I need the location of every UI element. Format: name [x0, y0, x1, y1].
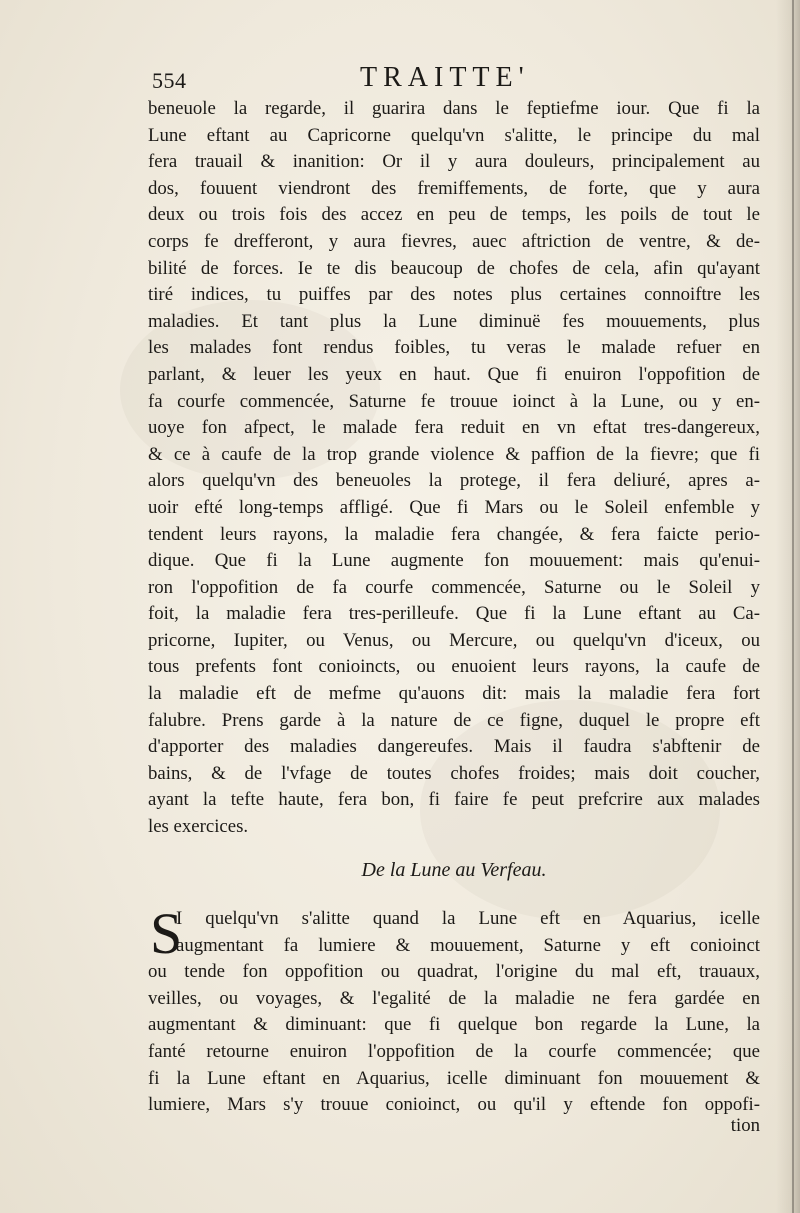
- text-line: tendent leurs rayons, la maladie fera changée, & fera faicte perio-: [148, 523, 760, 545]
- text-line: ou tende fon oppofition ou quadrat, l'origine du mal eft, trauaux,: [148, 961, 760, 983]
- page-edge: [792, 0, 794, 1213]
- text-line: & ce à caufe de la trop grande violence & paffion de la fievre; que fi: [148, 443, 760, 465]
- text-line: fa courfe commencée, Saturne fe trouue ioinct à la Lune, ou y en-: [148, 390, 760, 412]
- text-line: maladies. Et tant plus la Lune diminuë fes mouuements, plus: [148, 310, 760, 332]
- text-line: dique. Que fi la Lune augmente fon mouuement: mais qu'enui-: [148, 550, 760, 572]
- text-line: fi la Lune eftant en Aquarius, icelle diminuant fon mouuement &: [148, 1067, 760, 1089]
- text-line: uoye fon afpect, le malade fera reduit en vn eftat tres-dangereux,: [148, 417, 760, 439]
- text-line: Lune eftant au Capricorne quelqu'vn s'alitte, le principe du mal: [148, 124, 760, 146]
- text-line: falubre. Prens garde à la nature de ce figne, duquel le propre eft: [148, 709, 760, 731]
- text-line: ron l'oppofition de fa courfe commencée, Saturne ou le Soleil y: [148, 576, 760, 598]
- text-line: bilité de forces. Ie te dis beaucoup de chofes de cela, afin qu'ayant: [148, 257, 760, 279]
- text-line: veilles, ou voyages, & l'egalité de la maladie ne fera gardée en: [148, 987, 760, 1009]
- section-heading: De la Lune au Verfeau.: [361, 859, 547, 881]
- text-line: beneuole la regarde, il guarira dans le feptiefme iour. Que fi la: [148, 98, 760, 119]
- text-line: tiré indices, tu puiffes par des notes plus certaines connoiftre les: [148, 284, 760, 306]
- main-text: [148, 96, 760, 841]
- text-line: augmentant fa lumiere & mouuement, Saturne y eft conioinct: [176, 934, 760, 956]
- text-line: uoir efté long-temps affligé. Que fi Mars ou le Soleil enfemble y: [148, 496, 760, 518]
- text-line: augmentant & diminuant: que fi quelque bon regarde la Lune, la: [148, 1014, 760, 1036]
- running-head: TRAITTE': [360, 62, 530, 93]
- text-line: les malades font rendus foibles, tu veras le malade refuer en: [148, 337, 760, 359]
- text-line: les exercices.: [148, 816, 249, 838]
- text-line: alors quelqu'vn des beneuoles la protege, il fera deliuré, apres a-: [148, 470, 760, 492]
- page-header: [150, 62, 760, 96]
- text-line: deux ou trois fois des accez en peu de temps, les poils de tout le: [148, 204, 760, 226]
- text-line: foit, la maladie fera tres-perilleufe. Que fi la Lune eftant au Ca-: [148, 603, 760, 625]
- text-line: ayant la tefte haute, fera bon, fi faire fe peut prefcrire aux malades: [148, 789, 760, 811]
- text-line: dos, fouuent viendront des fremiffements, de forte, que y aura: [148, 177, 760, 199]
- catchword: tion: [730, 1115, 760, 1136]
- text-line: bains, & de l'vfage de toutes chofes froides; mais doit coucher,: [148, 762, 760, 784]
- text-line: I quelqu'vn s'alitte quand la Lune eft en Aquarius, icelle: [176, 908, 760, 929]
- page-number: 554: [152, 68, 187, 93]
- drop-cap: S: [150, 901, 183, 966]
- text-line: la maladie eft de mefme qu'auons dit: mais la maladie fera fort: [148, 683, 760, 705]
- text-line: parlant, & leuer les yeux en haut. Que fi enuiron l'oppofition de: [148, 363, 760, 385]
- section-text: [148, 901, 760, 1119]
- text-line: tous prefents font conioincts, ou enuoient leurs rayons, la caufe de: [148, 656, 760, 678]
- text-line: fanté retourne enuiron l'oppofition de la courfe commencée; que: [148, 1040, 760, 1062]
- text-line: d'apporter des maladies dangereufes. Mais il faudra s'abftenir de: [148, 736, 760, 758]
- text-line: lumiere, Mars s'y trouue conioinct, ou qu'il y eftende fon oppofi-: [148, 1094, 760, 1116]
- text-line: corps fe drefferont, y aura fievres, auec aftriction de ventre, & de-: [148, 230, 760, 252]
- text-line: pricorne, Iupiter, ou Venus, ou Mercure, ou quelqu'vn d'iceux, ou: [148, 629, 760, 651]
- text-line: fera trauail & inanition: Or il y aura douleurs, principalement au: [148, 151, 760, 173]
- page-gutter-shadow: [776, 0, 800, 1213]
- drop-cap-paragraph: [148, 901, 760, 966]
